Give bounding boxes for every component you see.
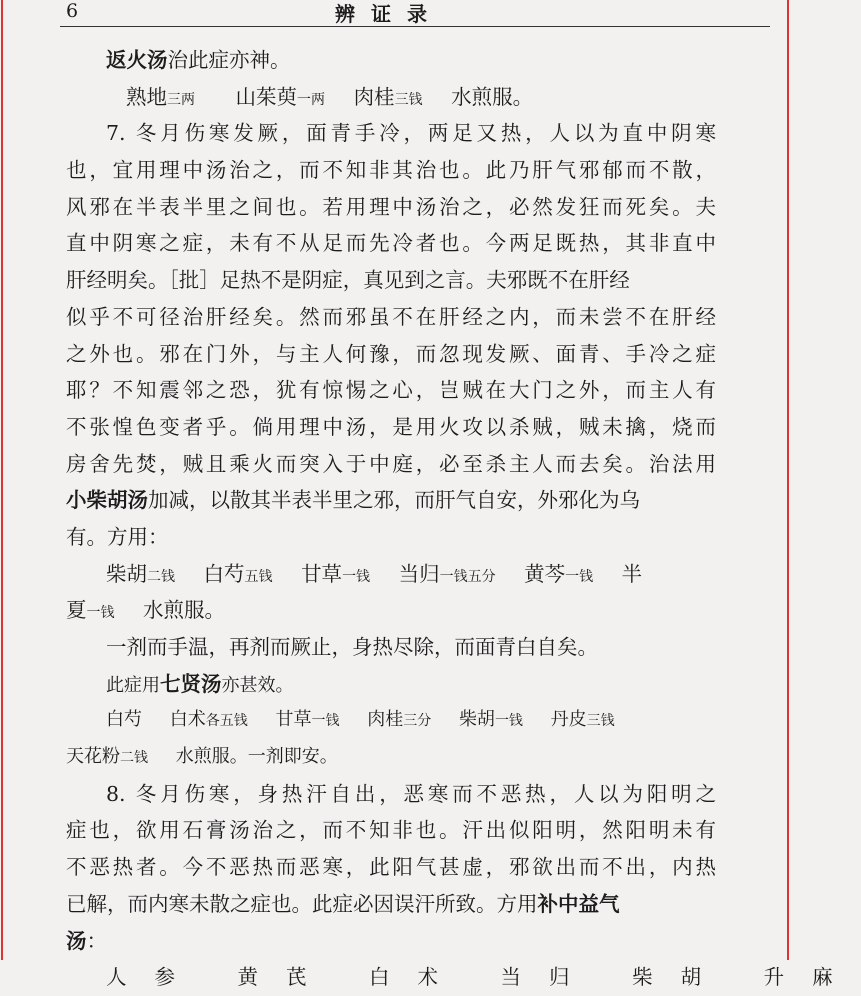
formula-line xyxy=(66,739,716,776)
text: 亦甚效。 xyxy=(221,674,294,696)
text-line: 有。方用： xyxy=(66,524,169,549)
left-border-line xyxy=(1,0,3,960)
herb: 熟地 xyxy=(126,84,167,109)
dose: 一钱 xyxy=(342,568,371,585)
formula-line xyxy=(66,702,716,739)
text-line: 之外也。邪在门外，与主人何豫，而忽现发厥、面青、手冷之症 xyxy=(66,341,716,366)
text: 已解，而内寒未散之症也。此症必因误汗所致。方用 xyxy=(66,891,538,916)
herb: 黄芩 xyxy=(524,561,566,586)
text-line: 8. 冬月伤寒，身热汗自出，恶寒而不恶热，人以为阳明之 xyxy=(106,781,716,806)
formula-name: 返火汤 xyxy=(106,48,168,72)
dose: 一钱 xyxy=(565,568,594,585)
text-line: 耶？不知震邻之恐，犹有惊惕之心，岂贼在大门之外，而主人有 xyxy=(66,378,716,403)
formula-name: 小柴胡汤 xyxy=(66,488,148,513)
herb: 天花粉 xyxy=(66,746,120,768)
dose: 三两 xyxy=(167,91,195,108)
formula-line xyxy=(66,592,716,629)
page-header xyxy=(0,0,790,34)
herb: 甘草 xyxy=(275,709,312,731)
header-rule xyxy=(60,26,770,27)
book-title: 辨证录 xyxy=(335,2,443,26)
herb: 半 xyxy=(621,561,643,586)
text: 夫邪既不在肝经 xyxy=(486,268,630,293)
dose: 三分 xyxy=(403,713,432,730)
dose: 五钱 xyxy=(244,568,273,585)
text: 此症用 xyxy=(106,674,160,696)
cut-off-formula-line: 人参 黄芪 白术 当归 柴胡 升麻 xyxy=(106,965,861,990)
formula-line xyxy=(66,556,716,593)
right-border-line xyxy=(787,0,789,960)
dose: 一钱 xyxy=(311,713,340,730)
herb: 柴胡 xyxy=(458,709,495,731)
text-line: 不张惶色变者乎。倘用理中汤，是用火攻以杀贼，贼未擒，烧而 xyxy=(66,414,716,439)
text-line: 一剂而手温，再剂而厥止，身热尽除，而面青白自矣。 xyxy=(106,635,598,659)
herb: 山茱萸 xyxy=(235,84,298,109)
text: 加减，以散其半表半里之邪，而肝气自安，外邪化为乌 xyxy=(148,488,640,513)
herb: 肉桂 xyxy=(353,84,395,109)
page-number: 6 xyxy=(66,0,79,22)
page-body xyxy=(66,42,861,990)
herb: 肉桂 xyxy=(367,709,404,731)
text-line: 症也，欲用石膏汤治之，而不知非也。汗出似阳明，然阳明未有 xyxy=(66,818,716,843)
dose: 一钱五分 xyxy=(439,568,496,585)
text: ： xyxy=(86,928,107,953)
formula-name: 补中益气 xyxy=(537,891,620,916)
herb: 丹皮 xyxy=(550,709,587,731)
herb: 柴胡 xyxy=(106,561,147,586)
dose: 二钱 xyxy=(120,750,148,767)
dose: 各五钱 xyxy=(205,713,248,730)
text-line xyxy=(66,482,716,519)
dose: 一两 xyxy=(297,91,326,108)
dose: 二钱 xyxy=(147,568,175,585)
text-line: 也，宜用理中汤治之，而不知非其治也。此乃肝气邪郁而不散， xyxy=(66,158,716,183)
text-line: 直中阴寒之症，未有不从足而先冷者也。今两足既热，其非直中 xyxy=(66,231,716,256)
herb: 当归 xyxy=(398,561,440,586)
text-line xyxy=(66,262,716,299)
text-line xyxy=(66,42,716,79)
formula-name: 七贤汤 xyxy=(160,671,222,696)
formula-name: 汤 xyxy=(66,928,87,953)
text: 肝经明矣。［批］ xyxy=(66,268,220,293)
text-line xyxy=(66,666,716,703)
herb: 水煎服。一剂即安。 xyxy=(175,746,338,768)
herb: 夏 xyxy=(66,598,87,623)
formula-line xyxy=(66,79,716,116)
herb: 白术 xyxy=(169,709,206,731)
herb: 白芍 xyxy=(203,561,245,586)
text-line: 似乎不可径治肝经矣。然而邪虽不在肝经之内，而未尝不在肝经 xyxy=(66,304,716,329)
dose: 三钱 xyxy=(394,91,423,108)
text-line: 不恶热者。今不恶热而恶寒，此阳气甚虚，邪欲出而不出，内热 xyxy=(66,855,716,880)
dose: 一钱 xyxy=(494,713,523,730)
dose: 三钱 xyxy=(586,713,615,730)
text-line xyxy=(66,923,716,960)
herb: 水煎服。 xyxy=(143,598,226,623)
text-line: 7. 冬月伤寒发厥，面青手冷，两足又热，人以为直中阴寒 xyxy=(106,121,716,146)
dose: 一钱 xyxy=(86,605,115,622)
text-line: 风邪在半表半里之间也。若用理中汤治之，必然发狂而死矣。夫 xyxy=(66,194,716,219)
text-line: 房舍先焚，贼且乘火而突入于中庭，必至杀主人而去矣。治法用 xyxy=(66,451,716,476)
text-line xyxy=(66,886,716,923)
herb: 白芍 xyxy=(106,709,142,731)
herb: 水煎服。 xyxy=(451,84,534,109)
commentary: 足热不是阴症，真见到之言。 xyxy=(219,268,487,293)
text: 治此症亦神。 xyxy=(167,48,291,72)
herb: 甘草 xyxy=(301,561,343,586)
